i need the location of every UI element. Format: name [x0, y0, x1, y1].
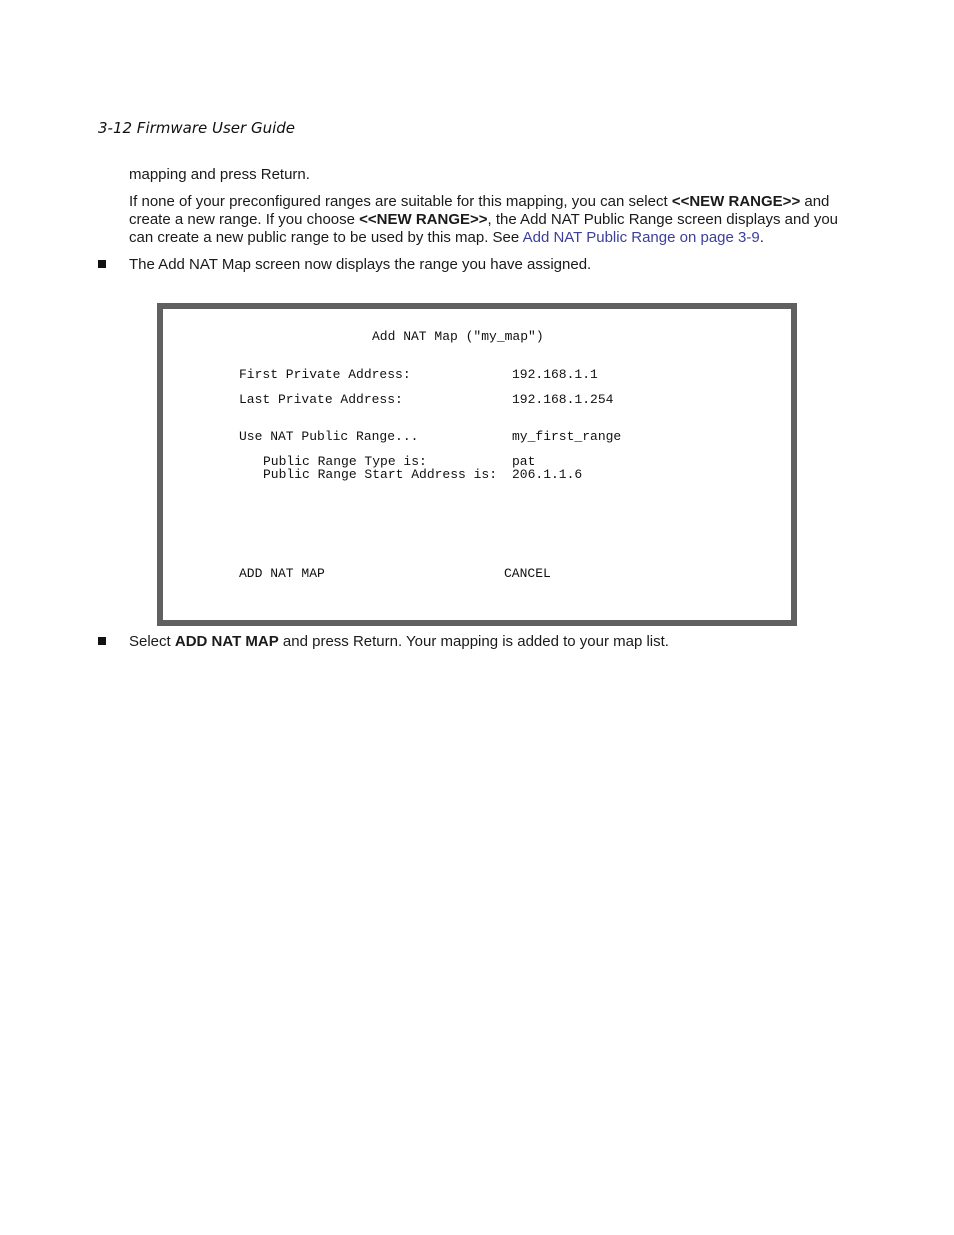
terminal-screen: [157, 303, 797, 626]
first-private-address-field[interactable]: 192.168.1.1: [512, 367, 598, 382]
nat-public-range-value: my_first_range: [512, 429, 622, 444]
last-private-address-label: Last Private Address:: [239, 392, 403, 407]
text-segment: and create a new range. If you choose: [129, 193, 830, 228]
bullet-text: [129, 633, 669, 651]
cancel-button[interactable]: CANCEL: [504, 566, 551, 581]
text-segment: .: [759, 229, 764, 246]
new-range-keyword: <<NEW RANGE>>: [359, 211, 488, 228]
paragraph-new-range: [129, 193, 849, 247]
public-range-type-label: Public Range Type is:: [263, 454, 427, 469]
paragraph-intro: mapping and press Return.: [129, 166, 310, 183]
add-nat-map-keyword: ADD NAT MAP: [174, 633, 279, 650]
add-nat-map-button[interactable]: ADD NAT MAP: [239, 566, 325, 581]
use-nat-public-range-button[interactable]: Use NAT Public Range...: [239, 429, 419, 444]
text-segment: and press Return. Your mapping is added to your map list.: [278, 633, 669, 650]
square-bullet-icon: [98, 260, 106, 268]
last-private-address-field[interactable]: 192.168.1.254: [512, 392, 614, 407]
bullet-text: The Add NAT Map screen now displays the range you have assigned.: [129, 256, 592, 273]
cross-reference-link[interactable]: Add NAT Public Range on page 3-9: [522, 229, 760, 246]
text-segment: If none of your preconfigured ranges are suitable for this mapping, you can select: [129, 193, 672, 210]
screen-title: Add NAT Map ("my_map"): [372, 329, 544, 344]
running-header: 3-12 Firmware User Guide: [98, 119, 296, 137]
public-range-start-label: Public Range Start Address is:: [263, 467, 498, 482]
public-range-start-value: 206.1.1.6: [512, 467, 583, 482]
public-range-type-value: pat: [512, 454, 536, 469]
first-private-address-label: First Private Address:: [239, 367, 411, 382]
text-segment: Select: [129, 633, 175, 650]
square-bullet-icon: [98, 637, 106, 645]
text-segment: , the Add NAT Public Range screen displays and you can create a new public range to be used by this map. See: [129, 211, 839, 246]
new-range-keyword: <<NEW RANGE>>: [671, 193, 801, 210]
